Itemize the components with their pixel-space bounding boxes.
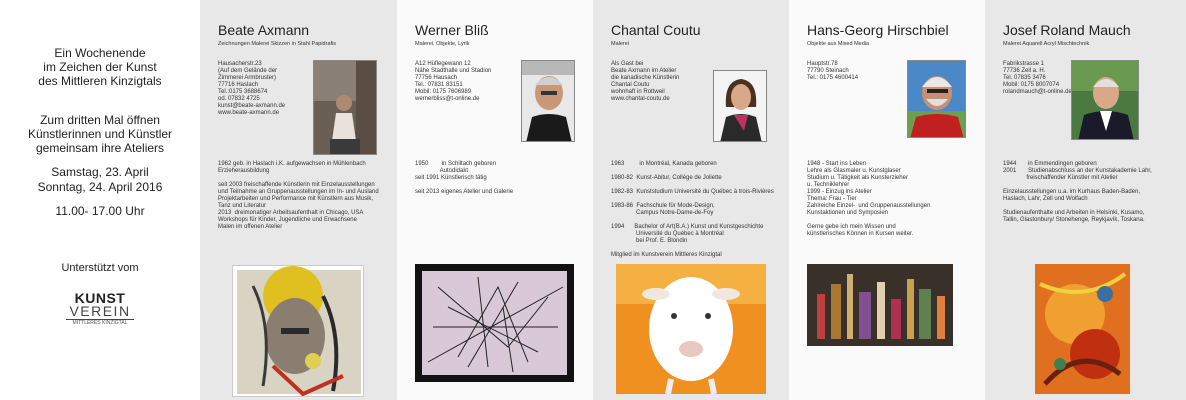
intro-headline: Ein Wochenende im Zeichen der Kunst des Mittleren Kinzigtals <box>38 46 162 88</box>
artist-subtitle: Malerei Aquarell Acryl Mischtechnik <box>1003 41 1090 47</box>
artist-portrait <box>521 60 575 142</box>
artist-portrait <box>907 60 966 138</box>
artist-subtitle: Malerei, Objekte, Lyrik <box>415 41 470 47</box>
artist-name: Beate Axmann <box>218 22 310 38</box>
artwork-image <box>807 264 953 346</box>
intro-panel <box>0 0 200 400</box>
artist-panel-hirschbiel <box>789 0 985 400</box>
artist-subtitle: Objekte aus Mixed Media <box>807 41 870 47</box>
artwork-image <box>415 264 574 382</box>
artist-bio: 1962 geb. in Haslach i.K. aufgewachsen in Mühlenbach Erzieherausbildung seit 2003 freischaffende Künstlerin mit Einzelausstellungen und Teilnahme an Gruppenausstellungen im In- und Ausland Projektarbeiten und Performance mit Künstlern aus Musik, Tanz und Literatur 2013 dreimonatiger Arbeitsaufenthalt in Chicago, USA Workshops für Kinder, Jugendliche und Erwachsene Malen im offenen Atelier <box>218 161 379 230</box>
artist-panel-axmann <box>200 0 397 400</box>
artist-address: Fabrikstrasse 1 77736 Zell a. H. Tel. 07835 3476 Mobil: 0175 8007074 rolandmauch@t-online.de <box>1003 61 1072 95</box>
intro-subheadline: Zum dritten Mal öffnen Künstlerinnen und Künstler gemeinsam ihre Ateliers <box>27 113 173 155</box>
artist-name: Werner Bliß <box>415 22 489 38</box>
artist-bio: 1944 in Emmendingen geboren 2001 Studienabschluss an der Kunstakademie Lahr, freischaffender Künstler mit Atelier Einzelausstellungen u.a. im Kurhaus Baden-Baden, Haslach, Lahr, Zell und Wolfach Studienaufenthalte und Arbeiten in Helsinki, Kusamo, Tallin, Glastonbury/ Stonehenge, Reykjavík, Toskana. <box>1003 161 1152 223</box>
artist-subtitle: Zeichnungen Malerei Skizzen in Stahl Papidrafis <box>218 41 337 47</box>
artist-name: Hans-Georg Hirschbiel <box>807 22 949 38</box>
artist-name: Chantal Coutu <box>611 22 701 38</box>
artist-name: Josef Roland Mauch <box>1003 22 1131 38</box>
artist-address: A12 Hüflegewann 12 Nähe Stadthalle und Stadion 77756 Hausach Tel.: 07831 83151 Mobil: 0175 7606989 wernerbliss@t-online.de <box>415 61 492 102</box>
support-label: Unterstützt vom <box>61 262 139 274</box>
artist-bio: 1950 in Schiltach geboren Autodidakt seit 1991 Künstlerisch tätig seit 2013 eigenes Atelier und Galerie <box>415 161 514 195</box>
artist-panel-bliss <box>397 0 593 400</box>
artist-panel-mauch <box>985 0 1186 400</box>
artist-bio: 1948 - Start ins Leben Lehre als Glasmaler u. Kunstglaser Studium u. Tätigkeit als Kunsterzieher u. Techniklehrer 1999 - Einzug ins Atelier Thema: Frau - Tier Zahlreiche Einzel- und Gruppenausstellungen Kunstaktionen und Symposien Gerne gebe ich mein Wissen und künstlerisches Können in Kursen weiter. <box>807 161 931 237</box>
artist-bio: 1963 in Montréal, Kanada geboren 1980-82 Kunst-Abitur, Collège de Joliette 1982-83 Kunststudium Université du Québec à trois-Rivières 1983-86 Fachschule für Mode-Design, Campus Notre-Dame-de-Foy 1994 Bachelor of Art(B.A.) Kunst und Kunstgeschichte Université du Québec à Montréal bei Prof. E. Blondin Mitglied im Kunstverein Mittleres Kinzigtal <box>611 161 774 258</box>
artist-address: Hauptstr.78 77790 Steinach Tel.: 0175 4600414 <box>807 61 859 81</box>
artwork-image <box>616 264 766 394</box>
artist-portrait <box>1071 60 1139 140</box>
artwork-image <box>1035 264 1130 394</box>
event-dates: Samstag, 23. April Sonntag, 24. April 2016 <box>37 165 163 194</box>
artist-address: Hausacherstr.23 (Auf dem Gelände der Zimmerei Armbruster) 77716 Haslach Tel.:0175 3688674 od. 07832 4725 kunst@beate-axmann.de www.beate-axmann.de <box>218 61 286 116</box>
artist-portrait <box>713 70 767 142</box>
kunstverein-logo: KUNST VEREIN MITTLERES KINZIGTAL <box>66 292 134 332</box>
artist-portrait <box>313 60 377 155</box>
event-time: 11.00- 17.00 Uhr <box>55 204 145 218</box>
artist-address: Als Gast bei Beate Axmann im Atelier die kanadische Künstlerin Chantal Coutu wohnhaft in Rottweil www.chantal-coutu.de <box>611 61 680 102</box>
artwork-image <box>232 265 364 397</box>
artist-panel-coutu <box>593 0 789 400</box>
artist-subtitle: Malerei <box>611 41 630 47</box>
